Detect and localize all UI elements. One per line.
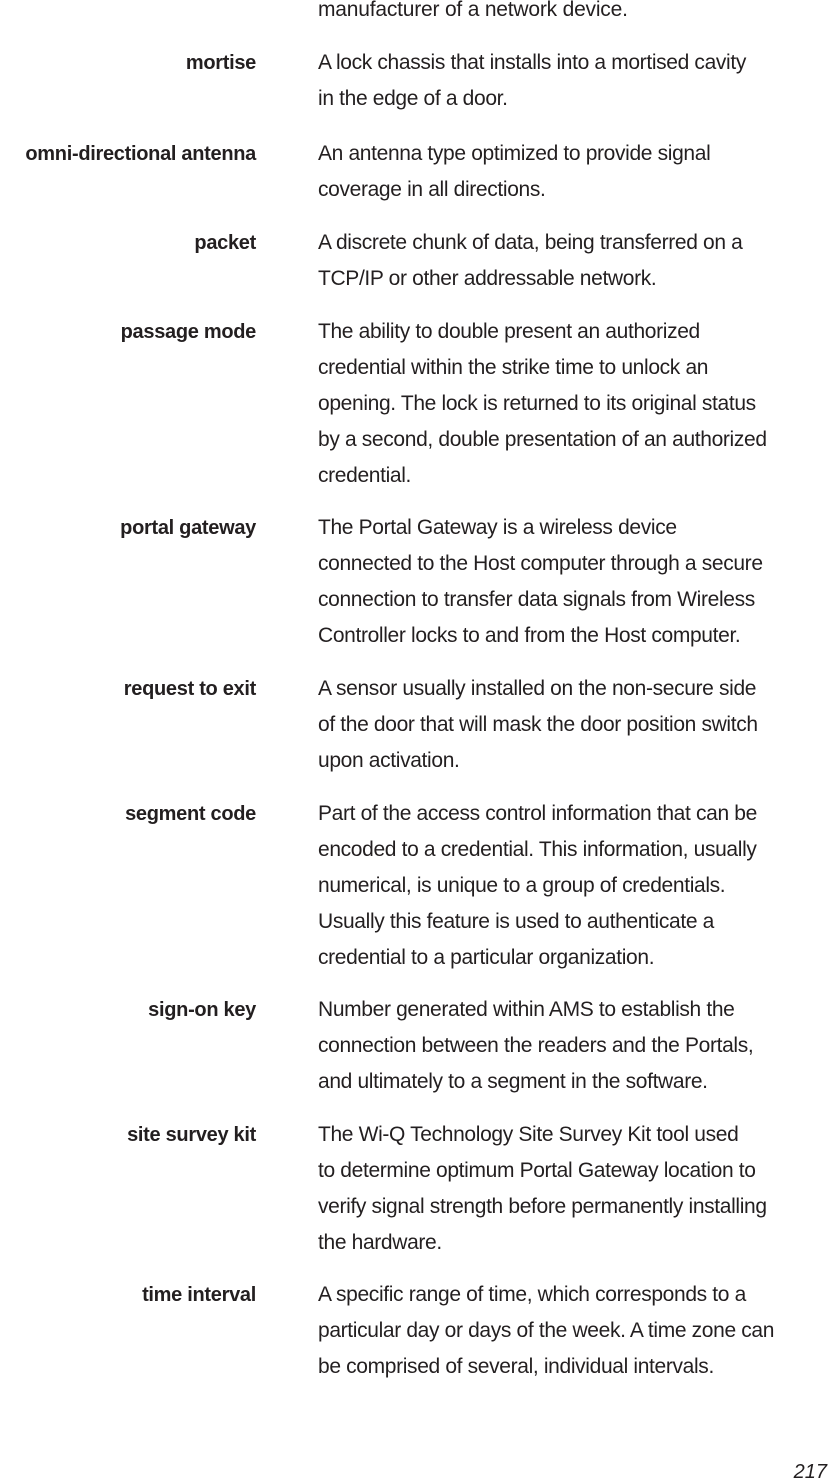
continued-definition: manufacturer of a network device. bbox=[318, 0, 628, 21]
definition-line: A lock chassis that installs into a mortised cavity bbox=[318, 51, 747, 74]
definition-line: The ability to double present an authorized bbox=[318, 320, 700, 343]
term: omni-directional antenna bbox=[25, 143, 256, 165]
definition-line: The Wi-Q Technology Site Survey Kit tool used bbox=[318, 1123, 739, 1146]
definition-line: of the door that will mask the door position switch bbox=[318, 713, 758, 736]
definition-line: Number generated within AMS to establish the bbox=[318, 998, 735, 1021]
definition-line: Part of the access control information that can be bbox=[318, 802, 757, 825]
definition bbox=[318, 671, 831, 779]
term: request to exit bbox=[123, 678, 256, 700]
definition-line: the hardware. bbox=[318, 1231, 442, 1254]
definition-line: numerical, is unique to a group of credentials. bbox=[318, 874, 726, 897]
definition bbox=[318, 225, 831, 297]
definition-line: Controller locks to and from the Host computer. bbox=[318, 624, 741, 647]
definition-line: TCP/IP or other addressable network. bbox=[318, 267, 657, 290]
definition-line: connection to transfer data signals from Wireless bbox=[318, 588, 755, 611]
definition-line: particular day or days of the week. A time zone can bbox=[318, 1319, 775, 1342]
term: segment code bbox=[125, 803, 256, 825]
definition-line: in the edge of a door. bbox=[318, 87, 508, 110]
definition bbox=[318, 45, 831, 117]
definition-line: encoded to a credential. This information, usually bbox=[318, 838, 757, 861]
definition-line: to determine optimum Portal Gateway location to bbox=[318, 1159, 756, 1182]
term: passage mode bbox=[120, 321, 256, 343]
definition-line: connection between the readers and the Portals, bbox=[318, 1034, 754, 1057]
definition-line: connected to the Host computer through a secure bbox=[318, 552, 763, 575]
definition-line: by a second, double presentation of an authorized bbox=[318, 428, 767, 451]
term: mortise bbox=[185, 52, 256, 74]
definition-line: credential within the strike time to unlock an bbox=[318, 356, 709, 379]
definition-line: Usually this feature is used to authenticate a bbox=[318, 910, 714, 933]
definition-line: The Portal Gateway is a wireless device bbox=[318, 516, 677, 539]
definition-line: coverage in all directions. bbox=[318, 178, 546, 201]
definition-line: A sensor usually installed on the non-secure side bbox=[318, 677, 757, 700]
definition-line: An antenna type optimized to provide signal bbox=[318, 142, 711, 165]
definition-line: A specific range of time, which corresponds to a bbox=[318, 1283, 746, 1306]
definition bbox=[318, 510, 831, 654]
definition bbox=[318, 1117, 831, 1261]
term: packet bbox=[194, 232, 256, 254]
page-number: 217 bbox=[793, 1461, 827, 1483]
definition-line: upon activation. bbox=[318, 749, 460, 772]
definition-line: verify signal strength before permanently installing bbox=[318, 1195, 767, 1218]
definition bbox=[318, 796, 831, 976]
definition-line: A discrete chunk of data, being transferred on a bbox=[318, 231, 743, 254]
term: portal gateway bbox=[120, 517, 256, 539]
definition-line: and ultimately to a segment in the software. bbox=[318, 1070, 708, 1093]
definition bbox=[318, 1277, 831, 1385]
definition-line: credential. bbox=[318, 464, 412, 487]
definition bbox=[318, 992, 831, 1100]
term: time interval bbox=[142, 1284, 256, 1306]
term: site survey kit bbox=[127, 1124, 256, 1146]
definition bbox=[318, 314, 831, 494]
definition-line: be comprised of several, individual intervals. bbox=[318, 1355, 714, 1378]
term: sign-on key bbox=[148, 999, 256, 1021]
definition-line: opening. The lock is returned to its original status bbox=[318, 392, 756, 415]
definition bbox=[318, 136, 831, 208]
definition-line: credential to a particular organization. bbox=[318, 946, 655, 969]
